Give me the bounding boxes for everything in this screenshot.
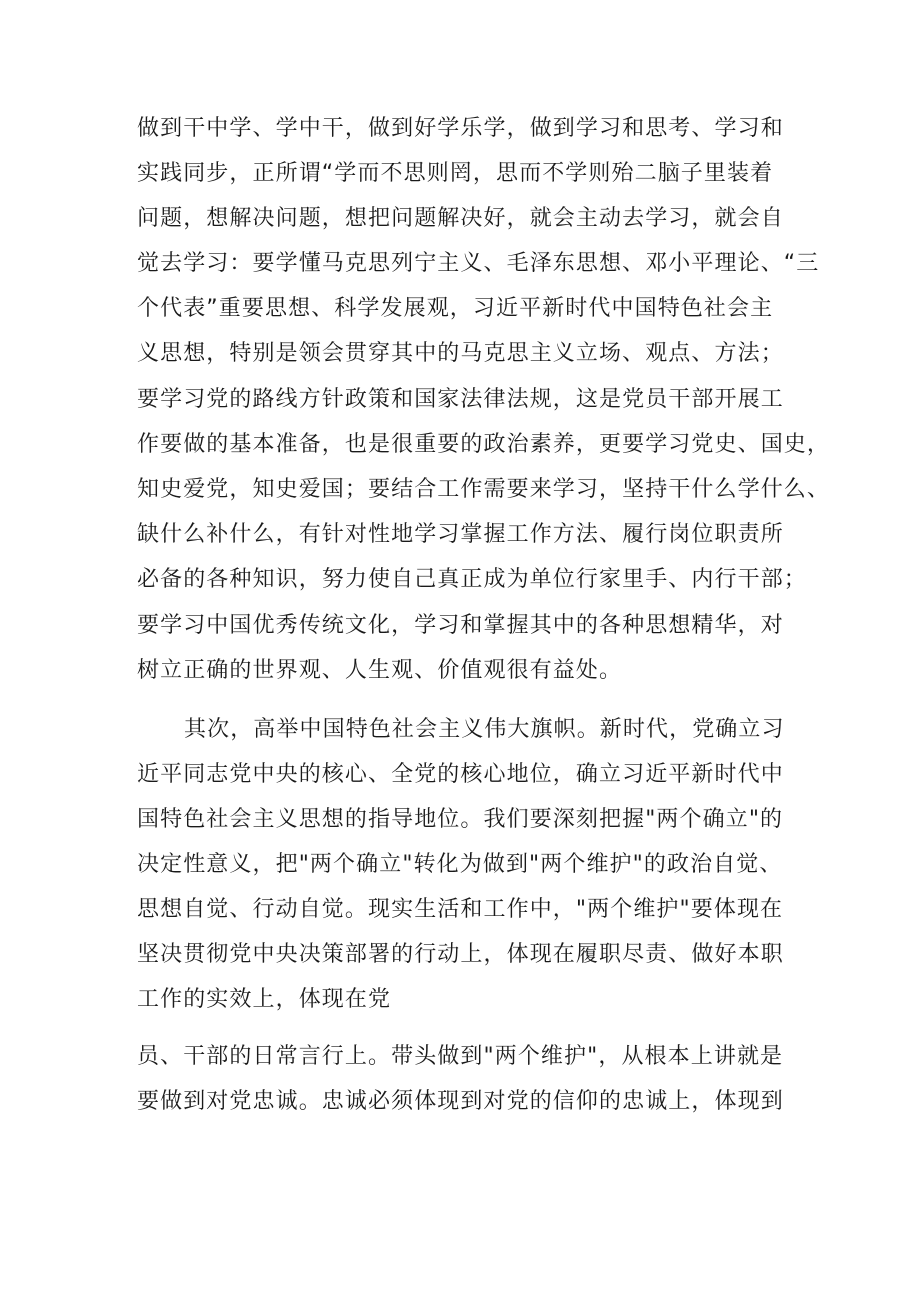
paragraph-first-line: 其次，高举中国特色社会主义伟大旗帜。新时代，党确立习 <box>184 717 785 742</box>
text-line: 决定性意义，把"两个确立"转化为做到"两个维护"的政治自觉、 <box>137 852 783 877</box>
text-line: 国特色社会主义思想的指导地位。我们要深刻把握"两个确立"的 <box>137 807 784 832</box>
text-line: 实践同步，正所谓“学而不思则罔，思而不学则殆二脑子里装着 <box>137 161 774 186</box>
text-line: 要学习党的路线方针政策和国家法律法规，这是党员干部开展工 <box>137 387 784 412</box>
text-line: 树立正确的世界观、人生观、价值观很有益处。 <box>137 658 623 683</box>
text-line: 思想自觉、行动自觉。现实生活和工作中，"两个维护"要体现在 <box>137 897 784 922</box>
text-line: 作要做的基本准备，也是很重要的政治素养，更要学习党史、国史， <box>137 432 831 457</box>
text-line: 坚决贯彻党中央决策部署的行动上，体现在履职尽责、做好本职 <box>137 942 784 967</box>
text-line: 问题，想解决问题，想把问题解决好，就会主动去学习，就会自 <box>137 206 784 231</box>
text-line: 要学习中国优秀传统文化，学习和掌握其中的各种思想精华，对 <box>137 613 784 638</box>
text-line: 工作的实效上，体现在党 <box>137 987 392 1012</box>
text-line: 近平同志党中央的核心、全党的核心地位，确立习近平新时代中 <box>137 762 784 787</box>
text-line: 个代表”重要思想、科学发展观，习近平新时代中国特色社会主 <box>137 296 774 321</box>
text-line: 缺什么补什么，有针对性地学习掌握工作方法、履行岗位职责所 <box>137 522 784 547</box>
text-line: 员、干部的日常言行上。带头做到"两个维护"，从根本上讲就是 <box>137 1044 784 1069</box>
text-line: 必备的各种知识，努力使自己真正成为单位行家里手、内行干部； <box>137 567 807 592</box>
text-line: 要做到对党忠诚。忠诚必须体现到对党的信仰的忠诚上，体现到 <box>137 1089 784 1114</box>
text-line: 做到干中学、学中干，做到好学乐学，做到学习和思考、学习和 <box>137 116 784 141</box>
text-line: 知史爱党，知史爱国；要结合工作需要来学习，坚持干什么学什么、 <box>137 477 831 502</box>
text-line: 义思想，特别是领会贯穿其中的马克思主义立场、观点、方法； <box>137 341 784 366</box>
text-line: 觉去学习：要学懂马克思列宁主义、毛泽东思想、邓小平理论、“三 <box>137 251 820 276</box>
